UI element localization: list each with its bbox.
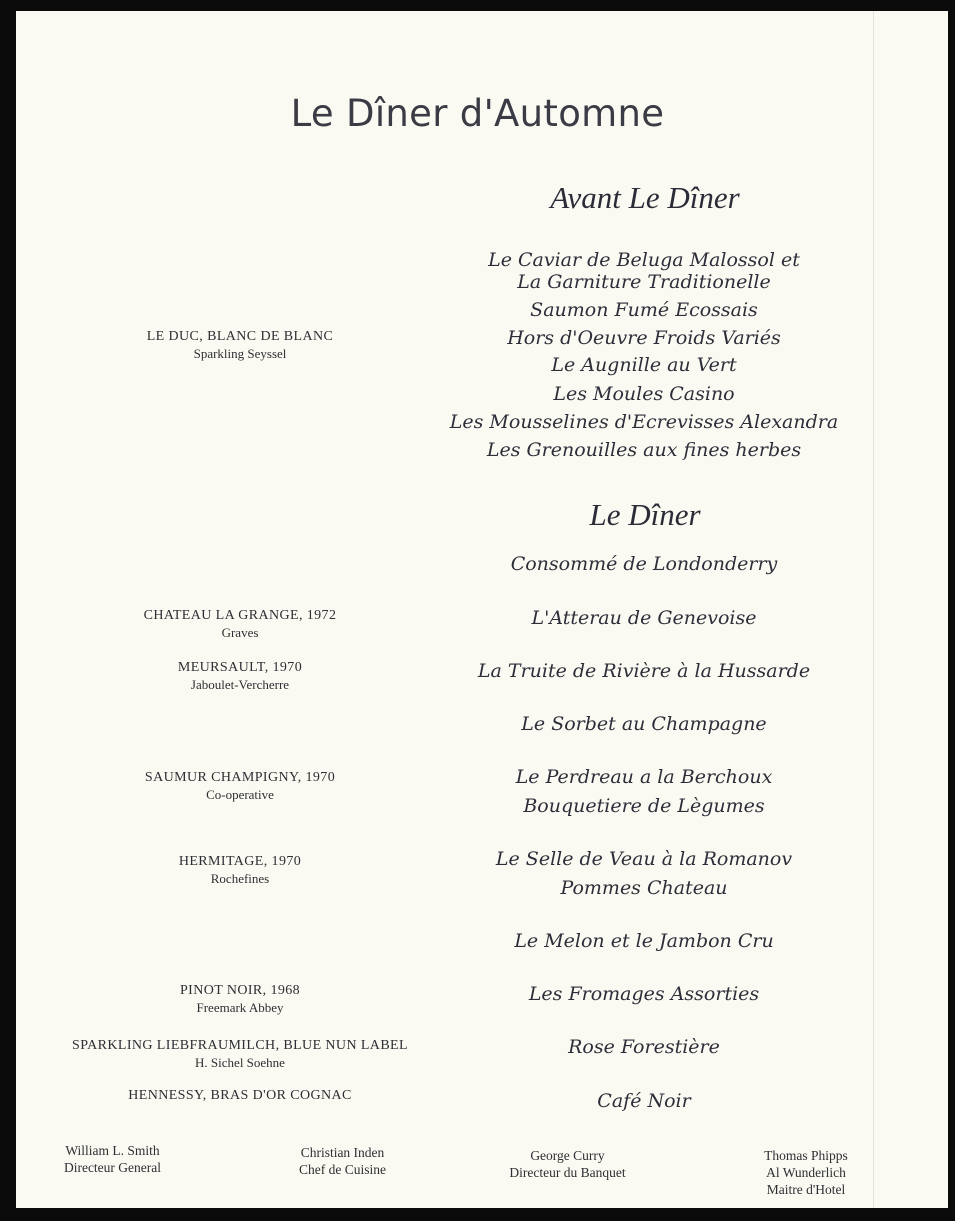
- wine-detail: Jaboulet-Vercherre: [190, 677, 290, 692]
- dish-rose-forestiere: Rose Forestière: [568, 1036, 720, 1058]
- wine-entry: [40, 853, 440, 887]
- staff-name: Al Wunderlich: [766, 1165, 846, 1180]
- wine-detail: Co-operative: [206, 787, 274, 802]
- dish-mousselines: Les Mousselines d'Ecrevisses Alexandra: [449, 411, 839, 433]
- dish-sorbet: Le Sorbet au Champagne: [521, 713, 767, 735]
- paper-edge: [873, 11, 874, 1208]
- wine-name: PINOT NOIR, 1968: [179, 983, 301, 998]
- section-heading-le-diner: Le Dîner: [589, 497, 701, 532]
- dish-cafe-noir: Café Noir: [597, 1090, 691, 1112]
- dish-saumon: Saumon Fumé Ecossais: [530, 299, 758, 321]
- dish-bouquetiere: Bouquetiere de Lègumes: [523, 795, 765, 817]
- wine-entry: [40, 982, 440, 1016]
- wine-detail: Sparkling Seyssel: [193, 346, 287, 361]
- wine-name: MEURSAULT, 1970: [177, 660, 303, 675]
- dish-perdreau: Le Perdreau a la Berchoux: [515, 766, 773, 788]
- wine-name: HENNESSY, BRAS D'OR COGNAC: [128, 1088, 352, 1103]
- dish-selle-de-veau: Le Selle de Veau à la Romanov: [495, 848, 793, 870]
- dish-consomme: Consommé de Londonderry: [510, 553, 778, 575]
- dish-garniture: La Garniture Traditionelle: [517, 271, 771, 293]
- dish-caviar: Le Caviar de Beluga Malossol et: [488, 249, 800, 271]
- wine-detail: Graves: [221, 625, 259, 640]
- wine-name: SAUMUR CHAMPIGNY, 1970: [144, 770, 336, 785]
- staff-chef-de-cuisine: [275, 1144, 410, 1178]
- dish-moules: Les Moules Casino: [553, 383, 735, 405]
- dish-atterau: L'Atterau de Genevoise: [531, 607, 757, 629]
- wine-detail: Freemark Abbey: [196, 1000, 284, 1015]
- wine-entry: [40, 659, 440, 693]
- staff-directeur-general: [45, 1142, 180, 1176]
- menu-title: Le Dîner d'Automne: [290, 92, 665, 135]
- wine-entry: [40, 328, 440, 362]
- dish-hors-doeuvre: Hors d'Oeuvre Froids Variés: [507, 327, 781, 349]
- dish-truite: La Truite de Rivière à la Hussarde: [477, 660, 811, 682]
- staff-name: Christian Inden: [300, 1145, 385, 1160]
- staff-directeur-du-banquet: [490, 1147, 645, 1181]
- wine-detail: Rochefines: [210, 871, 270, 886]
- staff-name: George Curry: [530, 1148, 605, 1163]
- staff-title: Directeur du Banquet: [509, 1165, 626, 1180]
- dish-fromages: Les Fromages Assorties: [528, 983, 760, 1005]
- wine-detail: H. Sichel Soehne: [195, 1055, 285, 1070]
- dish-grenouilles: Les Grenouilles aux fines herbes: [486, 439, 802, 461]
- staff-name: William L. Smith: [65, 1143, 160, 1158]
- dish-pommes-chateau: Pommes Chateau: [560, 877, 728, 899]
- staff-maitre-dhotel: [740, 1147, 872, 1198]
- wine-name: LE DUC, BLANC DE BLANC: [146, 329, 334, 344]
- wine-entry: [40, 1037, 440, 1071]
- wine-name: SPARKLING LIEBFRAUMILCH, BLUE NUN LABEL: [72, 1038, 408, 1053]
- staff-title: Maitre d'Hotel: [766, 1182, 846, 1197]
- dish-augnille: Le Augnille au Vert: [551, 354, 737, 376]
- dish-melon: Le Melon et le Jambon Cru: [514, 930, 774, 952]
- staff-title: Directeur General: [63, 1160, 162, 1175]
- wine-name: CHATEAU LA GRANGE, 1972: [143, 608, 337, 623]
- wine-entry: [40, 607, 440, 641]
- wine-entry: [40, 769, 440, 803]
- staff-title: Chef de Cuisine: [299, 1162, 386, 1177]
- wine-name: HERMITAGE, 1970: [178, 854, 302, 869]
- wine-entry: [40, 1087, 440, 1104]
- staff-name: Thomas Phipps: [764, 1148, 848, 1163]
- section-heading-avant-le-diner: Avant Le Dîner: [550, 180, 740, 215]
